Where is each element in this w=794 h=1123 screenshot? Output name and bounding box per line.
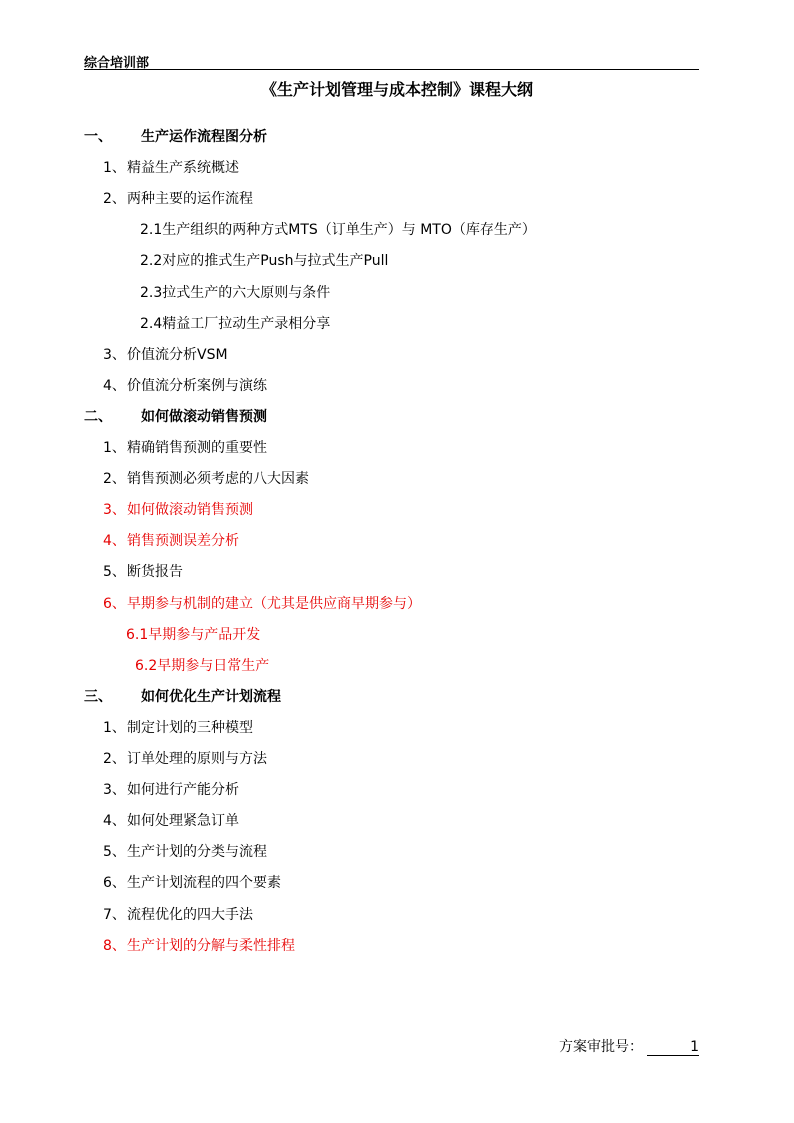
outline-text: 生产计划的分类与流程 [127, 844, 267, 860]
outline-text: 销售预测必须考虑的八大因素 [127, 471, 309, 487]
outline-item [103, 562, 183, 582]
outline-text: 6.1早期参与产品开发 [126, 627, 261, 643]
outline-text: 早期参与机制的建立（尤其是供应商早期参与） [127, 596, 421, 612]
outline-text: 6.2早期参与日常生产 [135, 658, 270, 674]
outline-text: 断货报告 [127, 564, 183, 580]
outline-text: 生产运作流程图分析 [141, 129, 267, 145]
outline-number: 6、 [103, 875, 126, 891]
outline-section [84, 127, 267, 147]
outline-text: 2.4精益工厂拉动生产录相分享 [140, 316, 331, 332]
document-title: 《生产计划管理与成本控制》课程大纲 [260, 80, 533, 99]
outline-subitem [140, 283, 330, 303]
outline-subitem [140, 251, 388, 271]
outline-item [103, 905, 253, 925]
outline-text: 两种主要的运作流程 [127, 191, 253, 207]
outline-text: 精益生产系统概述 [127, 160, 239, 176]
outline-item [103, 780, 239, 800]
outline-text: 订单处理的原则与方法 [127, 751, 267, 767]
outline-subitem [126, 625, 260, 645]
outline-text: 精确销售预测的重要性 [127, 440, 267, 456]
outline-number: 三、 [84, 689, 112, 705]
outline-item [103, 376, 267, 396]
outline-item [103, 189, 253, 209]
outline-item [103, 936, 295, 956]
header-divider [84, 69, 699, 70]
outline-text: 生产计划的分解与柔性排程 [127, 938, 295, 954]
outline-text: 价值流分析案例与演练 [127, 378, 267, 394]
outline-text: 生产计划流程的四个要素 [127, 875, 281, 891]
outline-number: 3、 [103, 347, 126, 363]
outline-text: 2.1生产组织的两种方式MTS（订单生产）与 MTO（库存生产） [140, 222, 536, 238]
approval-label: 方案审批号： [559, 1039, 643, 1055]
outline-text: 流程优化的四大手法 [127, 907, 253, 923]
outline-text: 如何做滚动销售预测 [141, 409, 267, 425]
outline-number: 1、 [103, 720, 126, 736]
outline-number: 一、 [84, 129, 112, 145]
outline-number: 2、 [103, 471, 126, 487]
outline-number: 1、 [103, 440, 126, 456]
outline-number: 4、 [103, 378, 126, 394]
outline-number: 4、 [103, 813, 126, 829]
outline-item [103, 469, 309, 489]
outline-text: 如何做滚动销售预测 [127, 502, 253, 518]
outline-number: 8、 [103, 938, 126, 954]
approval-value: 1 [647, 1039, 699, 1056]
outline-number: 4、 [103, 533, 126, 549]
outline-text: 销售预测误差分析 [127, 533, 239, 549]
outline-text: 如何进行产能分析 [127, 782, 239, 798]
outline-number: 二、 [84, 409, 112, 425]
outline-item [103, 749, 267, 769]
approval-number [559, 1036, 699, 1056]
outline-subitem [135, 656, 269, 676]
outline-item [103, 842, 267, 862]
outline-text: 2.2对应的推式生产Push与拉式生产Pull [140, 253, 389, 269]
outline-item [103, 438, 267, 458]
outline-section [84, 687, 281, 707]
outline-item [103, 594, 421, 614]
outline-item [103, 500, 253, 520]
outline-text: 如何处理紧急订单 [127, 813, 239, 829]
outline-section [84, 407, 267, 427]
outline-number: 3、 [103, 502, 126, 518]
outline-number: 3、 [103, 782, 126, 798]
outline-number: 5、 [103, 844, 126, 860]
outline-number: 5、 [103, 564, 126, 580]
outline-item [103, 158, 239, 178]
outline-number: 6、 [103, 596, 126, 612]
outline-number: 1、 [103, 160, 126, 176]
outline-item [103, 531, 239, 551]
outline-number: 7、 [103, 907, 126, 923]
outline-number: 2、 [103, 751, 126, 767]
outline-text: 2.3拉式生产的六大原则与条件 [140, 285, 331, 301]
outline-item [103, 345, 228, 365]
outline-subitem [140, 314, 330, 334]
outline-text: 价值流分析VSM [127, 347, 228, 363]
outline-subitem [140, 220, 536, 240]
outline-text: 制定计划的三种模型 [127, 720, 253, 736]
outline-item [103, 873, 281, 893]
outline-number: 2、 [103, 191, 126, 207]
outline-item [103, 718, 253, 738]
department-header: 综合培训部 [84, 56, 150, 71]
outline-text: 如何优化生产计划流程 [141, 689, 281, 705]
outline-item [103, 811, 239, 831]
